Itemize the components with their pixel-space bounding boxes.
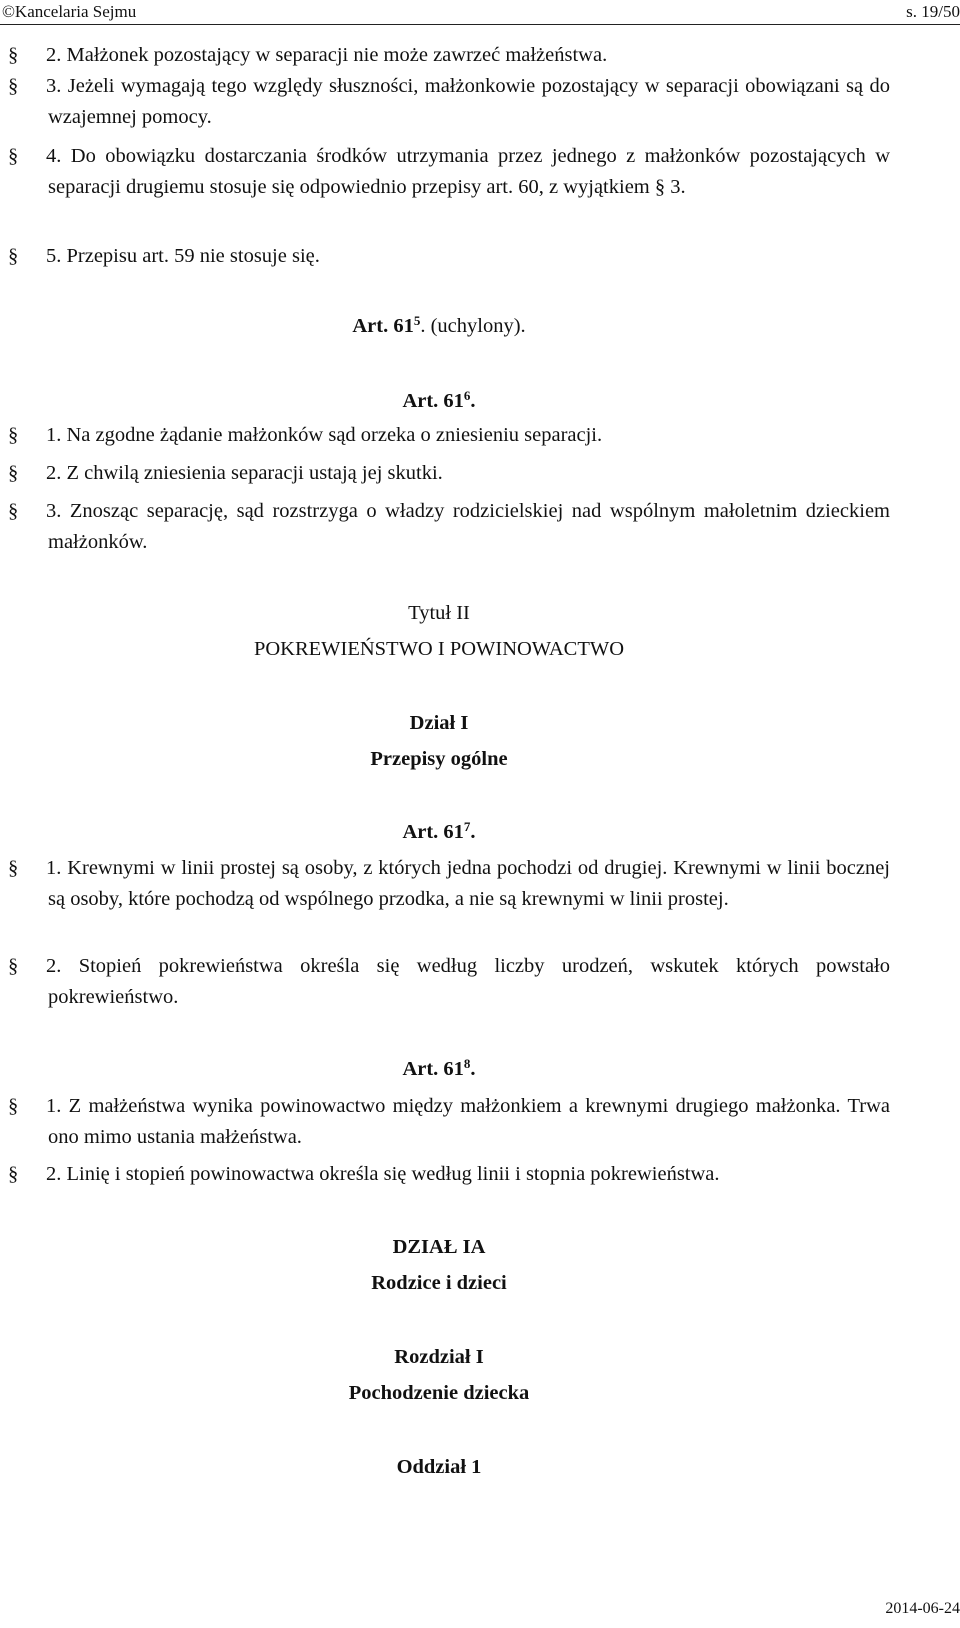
article-61-6-heading: Art. $61^6$. xyxy=(402,388,476,412)
section-I-name: Przepisy ogólne xyxy=(370,748,508,770)
paragraph-2-separation: § 2. Małżonek pozostający w separacji nie może zawrzeć małżeństwa. xyxy=(8,44,608,66)
header-copyright: ©Kancelaria Sejmu xyxy=(2,2,137,21)
section-IA-label: DZIAŁ IA xyxy=(392,1236,486,1258)
footer-date: 2014-06-24 xyxy=(885,1600,960,1617)
article-61-8-paragraph-1: § 1. Z małżeństwa wynika powinowactwo między małżonkiem a krewnymi drugiego małżonka. Trwa ono mimo ustania małżeństwa. xyxy=(8,1095,890,1148)
article-61-7-paragraph-2: § 2. Stopień pokrewieństwa określa się według liczby urodzeń, wskutek których powstało pokrewieństwo. xyxy=(8,955,890,1008)
article-61-7-paragraph-1: § 1. Krewnymi w linii prostej są osoby, z których jedna pochodzi od drugiej. Krewnymi w linii bocznej są osoby, które pochodzą od wspólnego przodka, a nie są krewnymi w linii prostej. xyxy=(8,857,890,910)
article-61-8-paragraph-2: § 2. Linię i stopień powinowactwa określa się według linii i stopnia pokrewieństwa. xyxy=(8,1163,720,1185)
paragraph-4-separation: § 4. Do obowiązku dostarczania środków utrzymania przez jednego z małżonków pozostających w separacji drugiemu stosuje się odpowiednio przepisy art. 60, z wyjątkiem § 3. xyxy=(8,145,890,198)
section-I-label: Dział I xyxy=(409,712,469,734)
chapter-I-label: Rozdział I xyxy=(394,1346,484,1368)
section-IA-name: Rodzice i dzieci xyxy=(371,1272,507,1294)
article-61-6-paragraph-3: § 3. Znosząc separację, sąd rozstrzyga o władzy rodzicielskiej nad wspólnym małoletnim dzieckiem małżonków. xyxy=(8,500,890,553)
article-61-5-heading: Art. $61^5$. (uchylony). xyxy=(352,313,526,337)
paragraph-5-separation: § 5. Przepisu art. 59 nie stosuje się. xyxy=(8,245,320,267)
chapter-I-name: Pochodzenie dziecka xyxy=(348,1382,530,1404)
article-61-6-paragraph-2: § 2. Z chwilą zniesienia separacji ustają jej skutki. xyxy=(8,462,443,484)
header-divider xyxy=(0,24,960,25)
article-61-7-heading: Art. $61^7$. xyxy=(402,819,476,843)
title-II-name: POKREWIEŃSTWO I POWINOWACTWO xyxy=(253,638,625,660)
article-61-6-paragraph-1: § 1. Na zgodne żądanie małżonków sąd orzeka o zniesieniu separacji. xyxy=(8,424,603,446)
article-61-8-heading: Art. $61^8$. xyxy=(402,1056,476,1080)
title-II-label: Tytuł II xyxy=(408,602,470,624)
paragraph-3-separation: § 3. Jeżeli wymagają tego względy słuszności, małżonkowie pozostający w separacji obowiązani są do wzajemnej pomocy. xyxy=(8,75,890,128)
subsection-1-label: Oddział 1 xyxy=(396,1456,482,1478)
page-header xyxy=(0,0,960,28)
header-page-number: s. 19/50 xyxy=(906,2,960,21)
